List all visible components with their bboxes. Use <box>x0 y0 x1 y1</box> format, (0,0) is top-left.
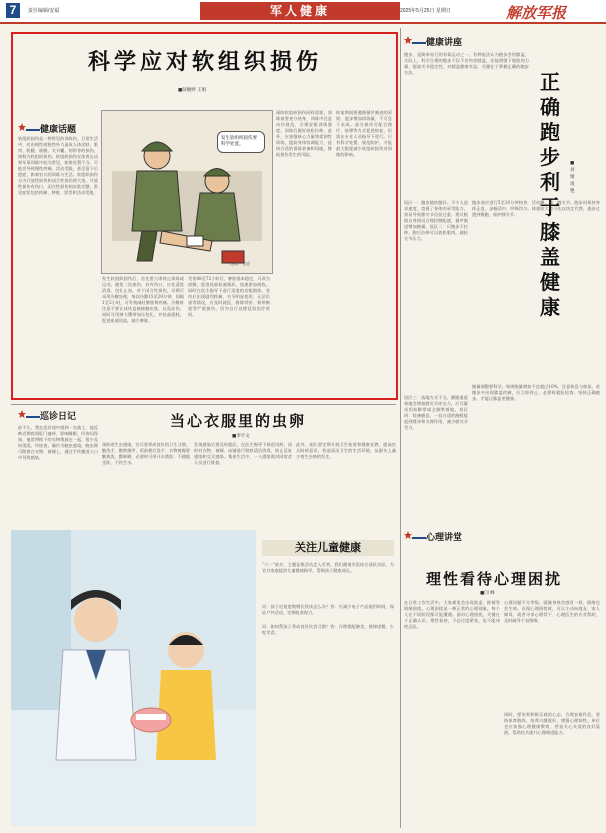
children-intro: “六一”前夕，主题征集活动走入军营，我们邀请军医结合部队实际，为官兵家庭提供儿童健康指导，帮助孩子健康成长。 <box>262 562 394 573</box>
page-header <box>0 0 606 24</box>
cartoon-speech-bubble: 发生软组织损伤要科学处置。 <box>217 131 265 153</box>
lead-byline: ■薛婉婷 王娟 <box>178 88 207 93</box>
photo-illustration-icon <box>11 530 256 826</box>
newspaper-brand: 解放军报 <box>506 4 567 22</box>
children-health-photo <box>11 530 256 826</box>
right-col-5: 跑量调整要科学。每周跑量增加不宜超过10%，注意休息与恢复。若跑步中出现膝盖疼痛，应立即停止，必要时就医检查。坚持正确跑步，才能让膝盖更健康。 <box>472 384 600 401</box>
psych-col-3: 同时，要培养积极乐观的心态，合理安排作息，坚持体育锻炼，培养兴趣爱好，增强心理韧性。单位也应加强心理健康教育，营造关心关爱的良好氛围，帮助官兵提升心理调适能力。 <box>504 712 600 735</box>
lead-headline: 科学应对软组织损伤 <box>87 50 322 75</box>
section-title: 军人健康 <box>200 2 400 20</box>
star-kicker-icon <box>18 410 40 419</box>
parasite-kicker: 巡诊日记 <box>40 412 77 422</box>
right-byline: ■刘婧 凌艳 <box>570 161 575 194</box>
psych-col-2: 心理问题不分等级，就像身体会感冒一样，情绪也会生病。出现心理困扰时，可以主动向战友、家人倾诉，或者寻求心理骨干、心理医生的专业帮助，及时疏导不良情绪。 <box>504 600 600 623</box>
lead-col-4: 预防软组织损伤同样重要。训练前要充分热身，训练中注意动作规范，合理安排训练强度，训练后做好放松拉伸。此外，应加强核心力量和柔韧性训练，提高身体协调能力，选择合适的训练装备和场地，降低损伤发生的风险。 <box>276 110 332 157</box>
right-headline: 正确跑步利于膝盖健康 <box>540 70 560 319</box>
column-divider <box>400 28 401 828</box>
page-number: 7 <box>6 3 20 18</box>
children-qa-1: 问：孩子近视度数增长快该怎么办？答：应减少电子产品使用时间，保证户外活动，定期检查视力。 <box>262 604 394 615</box>
lead-col-2: 发生软组织损伤后，首先要立即停止训练或运动，避免二次损伤。若有伤口，应先清洗消毒、包扎止血。对于闭合性损伤，早期可采用冷敷处理，每次冷敷15至20分钟，间隔1至2小时，可有效减轻肿胀和疼痛。冷敷时注意不要让冰块直接接触皮肤，以免冻伤。同时可用弹力绷带加压包扎，并抬高患肢，促进血液回流，减少肿胀。 <box>102 276 184 323</box>
cartoon-caption: 漫画：老虎 <box>230 261 250 266</box>
lead-col-5: 恢复期间要遵循循序渐进的原则，逐步增加训练量，不可急于求成。部分损伤可配合理疗、按摩等方式促进恢复，但需在专业人员指导下进行。只有科学处置、规范防护，才能最大限度减少软组织损伤对训练的影响。 <box>336 110 392 157</box>
parasite-col-3: 发现感染后要及时就医，在医生指导下规范用药，同时对衣物、被褥、床铺进行彻底清洁消毒，防止反复感染和交叉感染。集体生活中，一人感染需对同宿舍人员进行排查。 <box>194 442 292 465</box>
parasite-headline: 当心衣服里的虫卵 <box>170 412 307 430</box>
lead-col-3: 受伤48至72小时后，肿胀基本稳定，可改为热敷，促进局部血液循环，加速淤血吸收。同时在医生指导下进行适度的功能锻炼。若伤后出现剧烈疼痛、关节明显变形、无法负重等情况，应及时就医，排除骨折、韧带断裂等严重损伤，切勿自行处理延误治疗时机。 <box>188 276 270 317</box>
parasite-col-2: 预防寄生虫感染，官兵要养成良好的卫生习惯，勤洗手、勤剪指甲，饭前便后洗手；衣物被褥要勤换洗、勤晾晒，必要时可用开水烫洗；不随地坐卧，不饮生水。 <box>102 442 190 465</box>
divider <box>11 404 396 405</box>
psych-headline: 理性看待心理困扰 <box>426 570 563 588</box>
star-kicker-icon <box>404 36 426 45</box>
children-qa-2: 问：如何帮孩子养成良好饮食习惯？答：合理搭配膳食，规律进餐，少吃零食。 <box>262 624 394 635</box>
psych-col-1: 在日常工作生活中，大家难免会出现焦虑、抑郁等情绪困扰。心理困扰是一种正常的心理现象，每个人在不同阶段都可能遭遇。面对心理困扰，关键在于正确认识、理性看待，不必过度紧张，也不能讳疾忌医。 <box>404 600 500 629</box>
parasite-col-1: 前不久，我在巡诊途中遇到一名战士，他反映近期夜间肛门瘙痒，影响睡眠。经询问得知，他常将换下的衣物堆放在一起，很少及时清洗。经检查，确诊为蛲虫感染。蛲虫卵可附着在衣物、被褥上，通过手传播进入口中导致感染。 <box>18 425 98 460</box>
star-kicker-icon <box>18 123 40 132</box>
right-col-2: 误区一：跑步越快越好。不少人追求速度，忽视了身体的承受能力，容易导致膝关节负担过重。建议根据自身情况合理控制配速，循序渐进增加跑量。误区二：只跑步不拉伸。跑后拉伸可以放松肌肉，减轻关节压力。 <box>404 200 468 241</box>
issue-date: 2025年5月25日 星期日 <box>400 8 451 14</box>
right-col-1: 跑步，是简单易行的有氧运动之一。有种说法认为跑步会伤膝盖，实际上，科学合理的跑步不仅不会伤害膝盖，还能增强下肢肌肉力量，提高关节稳定性，对膝盖健康有益。关键在于掌握正确的跑步方法。 <box>404 52 529 75</box>
right-col-4: 跑步前应进行5至10分钟热身，活动踝、膝、髋关节。跑步时保持身体正直，步幅适中，呼吸均匀。体重较大者可先以快走代替，逐步过渡到慢跑，保护膝关节。 <box>472 200 600 217</box>
right-kicker: 健康讲座 <box>426 38 463 48</box>
star-kicker-icon <box>404 531 426 540</box>
parasite-byline: ■李宇文 <box>232 434 250 439</box>
psych-byline: ■闫 峰 <box>480 591 495 596</box>
section-tag: 责任编辑/安福 <box>28 8 60 14</box>
right-col-3: 误区三：落地方式不当。脚跟重重着地会增加膝关节冲击力，应尽量采用前脚掌或全脚掌着地。误区四：装备随意。一双合适的跑鞋能起到缓冲和支撑作用，减少膝关节受力。 <box>404 395 468 430</box>
children-headline: 关注儿童健康 <box>295 541 361 554</box>
lead-kicker: 健康话题 <box>40 125 77 135</box>
lead-col-1: 软组织损伤是一种常见的训练伤，日常生活中，若由钝性或锐性外力造成人体皮肤、肌肉、肌腱、筋膜、关节囊、韧带等的损伤，统称为软组织损伤。软组织损伤在体育运动和军事训练中较为常见，如果处置不当，可能会导致慢性疼痛、活动受限，甚至留下后遗症，影响官兵的训练与生活。软组织损伤分为开放性损伤和闭合性损伤两大类。开放性损伤有伤口，闭合性损伤则皮肤完整，常见症状包括疼痛、肿胀、淤青和活动受限。 <box>18 136 98 195</box>
psych-kicker: 心理讲堂 <box>426 533 463 543</box>
cartoon-illustration <box>101 110 273 274</box>
parasite-col-4: 此外，连队要定期开展卫生检查和健康宣教，提高官兵防病意识，营造清洁卫生的生活环境，从源头上减少寄生虫病的发生。 <box>296 442 396 459</box>
